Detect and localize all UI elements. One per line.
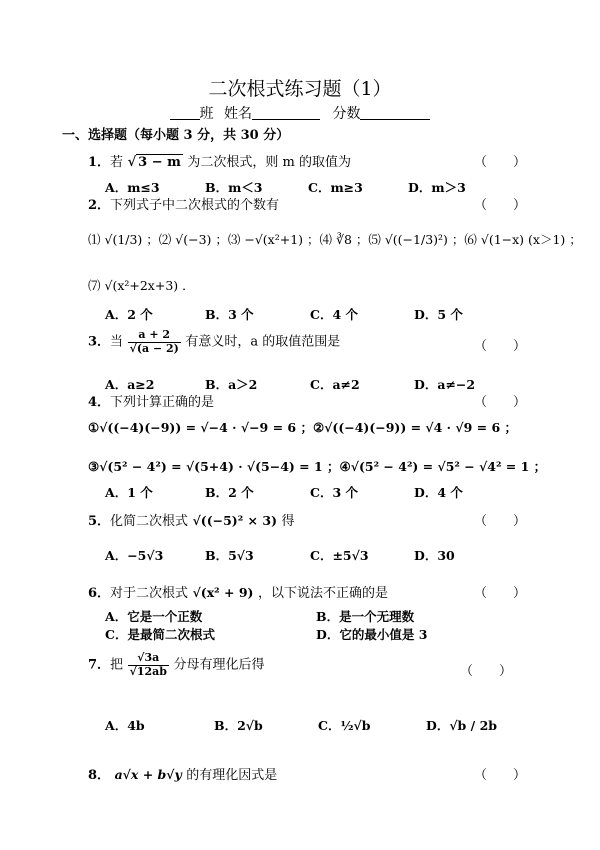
q6-option-d: D．它的最小值是 3 xyxy=(316,627,428,642)
q7-option-c: C．½√b xyxy=(318,718,371,733)
q7-option-b: B．2√b xyxy=(214,718,263,733)
q6-stem: 6．对于二次根式 √(x² + 9) ，以下说法不正确的是 xyxy=(88,585,388,601)
q8-stem: 8． a√x + b√y 的有理化因式是 xyxy=(88,767,278,783)
q4-line2: ③√(5² − 4²) = √(5+4) · √(5−4) = 1 ；④√(5² − 4²) = √5² − √4² = 1 ； xyxy=(88,459,547,474)
q7-numerator: √3a xyxy=(137,651,160,664)
q1-stem: 1．若 √ 3 − m 为二次根式，则 m 的取值为 xyxy=(88,155,352,170)
q2-option-a: A．2 个 xyxy=(105,307,153,322)
q8-expression: a√x + b√y xyxy=(114,767,182,782)
page-title: 二次根式练习题（1） xyxy=(208,78,392,100)
section-title: 一、选择题（每小题 3 分，共 30 分） xyxy=(62,128,290,143)
q2-option-b: B．3 个 xyxy=(205,307,254,322)
q3-option-b: B．a＞2 xyxy=(205,377,258,392)
q3-stem: 3．当 $\frac{a + 2}{√(a - 2)}$ 有意义时，a 的取值范围是 xyxy=(88,328,341,355)
q1-radicand: 3 − m xyxy=(138,155,181,170)
q4-option-d: D．4 个 xyxy=(414,485,463,500)
q7-option-d: D．√b / 2b xyxy=(426,718,498,733)
q5-stem: 5．化简二次根式 √((−5)² × 3) 得 xyxy=(88,513,295,529)
q5-option-b: B．5√3 xyxy=(205,548,254,563)
q7-stem: 7．把 $\frac{√3a}{√12ab}$ 分母有理化后得 xyxy=(88,651,265,678)
header-info xyxy=(0,103,600,123)
q3-answer-blank[interactable]: （ ） xyxy=(474,339,527,354)
q5-option-d: D．30 xyxy=(414,548,455,563)
class-label: 班 xyxy=(199,106,214,122)
q5-expression: √((−5)² × 3) xyxy=(192,513,277,528)
q2-items-line2: ⑺ √(x²+2x+3) ． xyxy=(88,278,195,293)
q4-option-a: A．1 个 xyxy=(105,485,153,500)
q1-answer-blank[interactable]: （ ） xyxy=(474,155,527,170)
q3-option-c: C．a≠2 xyxy=(310,377,360,392)
q1-option-a: A．m≤3 xyxy=(105,180,160,195)
q3-option-d: D．a≠−2 xyxy=(414,377,476,392)
q8-answer-blank[interactable]: （ ） xyxy=(474,768,527,783)
q3-numerator: a + 2 xyxy=(138,328,171,341)
q6-option-c: C．是最简二次根式 xyxy=(105,627,215,642)
q6-option-a: A．它是一个正数 xyxy=(105,609,203,624)
q4-option-b: B．2 个 xyxy=(205,485,254,500)
q1-option-b: B．m＜3 xyxy=(205,180,263,195)
q4-answer-blank[interactable]: （ ） xyxy=(474,395,527,410)
q2-option-d: D．5 个 xyxy=(414,307,463,322)
q2-items-line1: ⑴ √(1/3) ；⑵ √(−3) ；⑶ −√(x²+1) ；⑷ ∛8 ；⑸ √((−1/3)²) ；⑹ √(1−x) (x＞1) ； xyxy=(88,232,582,247)
q6-option-b: B．是一个无理数 xyxy=(316,609,415,624)
q6-expression: √(x² + 9) xyxy=(192,585,254,600)
q3-denominator: √(a − 2) xyxy=(129,341,179,355)
q4-option-c: C．3 个 xyxy=(310,485,358,500)
score-blank[interactable] xyxy=(360,105,430,120)
q4-line1: ①√((−4)(−9)) = √−4 · √−9 = 6 ；②√((−4)(−9)) = √4 · √9 = 6 ； xyxy=(88,420,518,435)
q6-answer-blank[interactable]: （ ） xyxy=(474,586,527,601)
q3-option-a: A．a≥2 xyxy=(105,377,155,392)
q2-answer-blank[interactable]: （ ） xyxy=(474,198,527,213)
score-label: 分数 xyxy=(332,106,361,122)
q7-denominator: √12ab xyxy=(129,664,167,678)
q1-option-d: D．m＞3 xyxy=(408,180,466,195)
name-blank[interactable] xyxy=(252,105,320,120)
name-label: 姓名 xyxy=(224,106,252,122)
q5-option-c: C．±5√3 xyxy=(310,548,369,563)
class-blank[interactable] xyxy=(170,105,200,120)
q7-answer-blank[interactable]: （ ） xyxy=(460,664,513,679)
q5-option-a: A．−5√3 xyxy=(105,548,164,563)
q1-option-c: C．m≥3 xyxy=(308,180,363,195)
q5-answer-blank[interactable]: （ ） xyxy=(474,514,527,529)
q2-stem: 2．下列式子中二次根式的个数有 xyxy=(88,198,280,213)
q2-option-c: C．4 个 xyxy=(310,307,358,322)
q4-stem: 4．下列计算正确的是 xyxy=(88,395,215,410)
q7-option-a: A．4b xyxy=(105,718,145,733)
